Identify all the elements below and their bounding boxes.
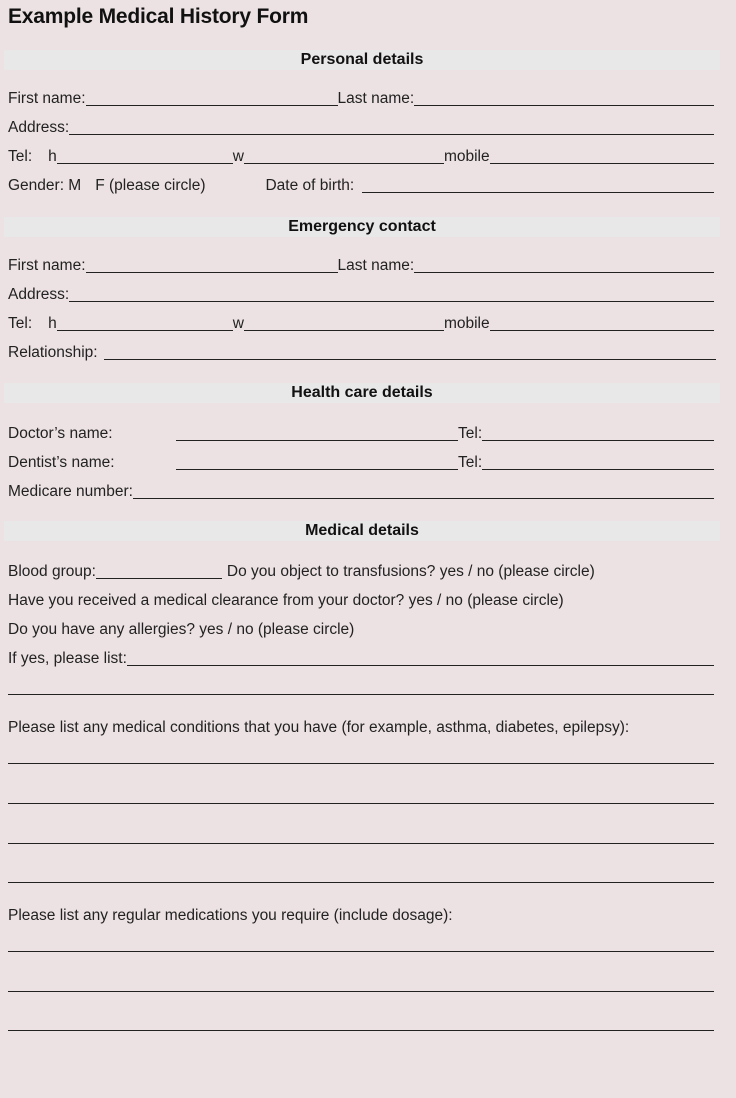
blood-group-field[interactable]: [96, 564, 222, 579]
section-emergency-contact: [4, 217, 720, 237]
allergies-question: Do you have any allergies? yes / no (please circle): [8, 621, 355, 638]
conditions-line-4[interactable]: [8, 882, 714, 883]
emergency-tel-label: Tel:: [8, 315, 33, 332]
tel-label: Tel:: [8, 148, 33, 165]
relationship-input[interactable]: [104, 347, 716, 361]
emergency-last-name-label: Last name:: [337, 257, 415, 274]
tel-mobile-label: mobile: [443, 148, 490, 165]
dentist-name-label: Dentist’s name:: [8, 454, 115, 471]
dentist-tel-input[interactable]: [482, 457, 714, 471]
section-personal-details: [4, 50, 720, 70]
doctor-name-label: Doctor’s name:: [8, 425, 113, 442]
doctor-name-input[interactable]: [176, 428, 458, 442]
allergies-row: [8, 619, 714, 639]
tel-home-field[interactable]: [57, 149, 233, 164]
dob-field[interactable]: [362, 178, 714, 193]
dentist-name-input[interactable]: [176, 457, 458, 471]
personal-name-row: [8, 88, 714, 108]
allergies-list-field[interactable]: [127, 651, 714, 666]
emergency-address-input[interactable]: [69, 289, 714, 303]
relationship-field[interactable]: [104, 345, 716, 360]
section-medical-details: [4, 521, 720, 541]
emergency-address-row: [8, 284, 714, 304]
emergency-tel-home-field[interactable]: [57, 316, 233, 331]
personal-gender-dob-row: [8, 175, 714, 195]
conditions-prompt: Please list any medical conditions that you have (for example, asthma, diabetes, epilepsy):: [8, 719, 630, 736]
dob-label: Date of birth:: [265, 177, 355, 194]
page-title: Example Medical History Form: [8, 5, 309, 28]
clearance-question: Have you received a medical clearance from your doctor? yes / no (please circle): [8, 592, 564, 609]
emergency-tel-work-label: w: [232, 315, 244, 332]
address-label: Address:: [8, 119, 70, 136]
emergency-address-field[interactable]: [69, 287, 714, 302]
section-heading: Medical details: [305, 522, 419, 539]
gender-label: Gender: M: [8, 177, 82, 194]
medicare-number-label: Medicare number:: [8, 483, 133, 500]
emergency-tel-home-label: h: [48, 315, 57, 332]
doctor-row: [8, 423, 714, 443]
medicare-number-input[interactable]: [133, 486, 714, 500]
doctor-tel-label: Tel:: [458, 425, 483, 442]
medications-prompt-row: [8, 905, 714, 925]
relationship-label: Relationship:: [8, 344, 98, 361]
blood-group-row: [8, 561, 714, 581]
medications-line-2[interactable]: [8, 991, 714, 992]
emergency-name-row: [8, 255, 714, 275]
section-heading: Emergency contact: [288, 218, 436, 235]
conditions-prompt-row: [8, 717, 714, 737]
dentist-tel-field[interactable]: [482, 455, 714, 470]
emergency-first-name-field[interactable]: [86, 258, 338, 273]
allergies-list-row: [8, 648, 714, 668]
conditions-line-1[interactable]: [8, 763, 714, 764]
tel-work-field[interactable]: [244, 149, 444, 164]
doctor-name-field[interactable]: [176, 426, 458, 441]
blood-group-label: Blood group:: [8, 563, 96, 580]
emergency-tel-work-field[interactable]: [244, 316, 444, 331]
transfusions-question: Do you object to transfusions? yes / no (please circle): [226, 563, 595, 580]
conditions-line-3[interactable]: [8, 843, 714, 844]
last-name-input[interactable]: [414, 93, 714, 107]
emergency-tel-mobile-input[interactable]: [490, 318, 714, 332]
tel-work-input[interactable]: [244, 151, 444, 165]
medications-prompt: Please list any regular medications you require (include dosage):: [8, 907, 453, 924]
section-heading: Health care details: [291, 384, 433, 401]
emergency-address-label: Address:: [8, 286, 70, 303]
section-heading: Personal details: [300, 51, 424, 68]
dentist-name-field[interactable]: [176, 455, 458, 470]
last-name-label: Last name:: [337, 90, 415, 107]
emergency-last-name-input[interactable]: [414, 260, 714, 274]
medications-line-3[interactable]: [8, 1030, 714, 1031]
emergency-tel-row: [8, 313, 714, 333]
allergies-list-input[interactable]: [127, 653, 714, 667]
personal-address-row: [8, 117, 714, 137]
gender-f-label: F (please circle): [95, 177, 206, 194]
tel-mobile-field[interactable]: [490, 149, 714, 164]
emergency-first-name-input[interactable]: [86, 260, 338, 274]
emergency-first-name-label: First name:: [8, 257, 86, 274]
dentist-row: [8, 452, 714, 472]
tel-home-input[interactable]: [57, 151, 233, 165]
emergency-relationship-row: [8, 342, 716, 362]
emergency-tel-mobile-label: mobile: [443, 315, 490, 332]
dob-input[interactable]: [362, 180, 714, 194]
tel-mobile-input[interactable]: [490, 151, 714, 165]
medicare-number-field[interactable]: [133, 484, 714, 499]
doctor-tel-field[interactable]: [482, 426, 714, 441]
tel-work-label: w: [232, 148, 244, 165]
allergies-list-label: If yes, please list:: [8, 650, 127, 667]
clearance-row: [8, 590, 714, 610]
allergies-list-extra-line[interactable]: [8, 694, 714, 695]
first-name-field[interactable]: [86, 91, 338, 106]
blood-group-input[interactable]: [96, 566, 222, 580]
address-field[interactable]: [69, 120, 714, 135]
last-name-field[interactable]: [414, 91, 714, 106]
address-input[interactable]: [69, 122, 714, 136]
dentist-tel-label: Tel:: [458, 454, 483, 471]
emergency-tel-mobile-field[interactable]: [490, 316, 714, 331]
emergency-last-name-field[interactable]: [414, 258, 714, 273]
tel-home-label: h: [48, 148, 57, 165]
first-name-input[interactable]: [86, 93, 338, 107]
emergency-tel-home-input[interactable]: [57, 318, 233, 332]
personal-tel-row: [8, 146, 714, 166]
medicare-row: [8, 481, 714, 501]
emergency-tel-work-input[interactable]: [244, 318, 444, 332]
section-health-care-details: [4, 383, 720, 403]
conditions-line-2[interactable]: [8, 803, 714, 804]
medications-line-1[interactable]: [8, 951, 714, 952]
doctor-tel-input[interactable]: [482, 428, 714, 442]
first-name-label: First name:: [8, 90, 86, 107]
